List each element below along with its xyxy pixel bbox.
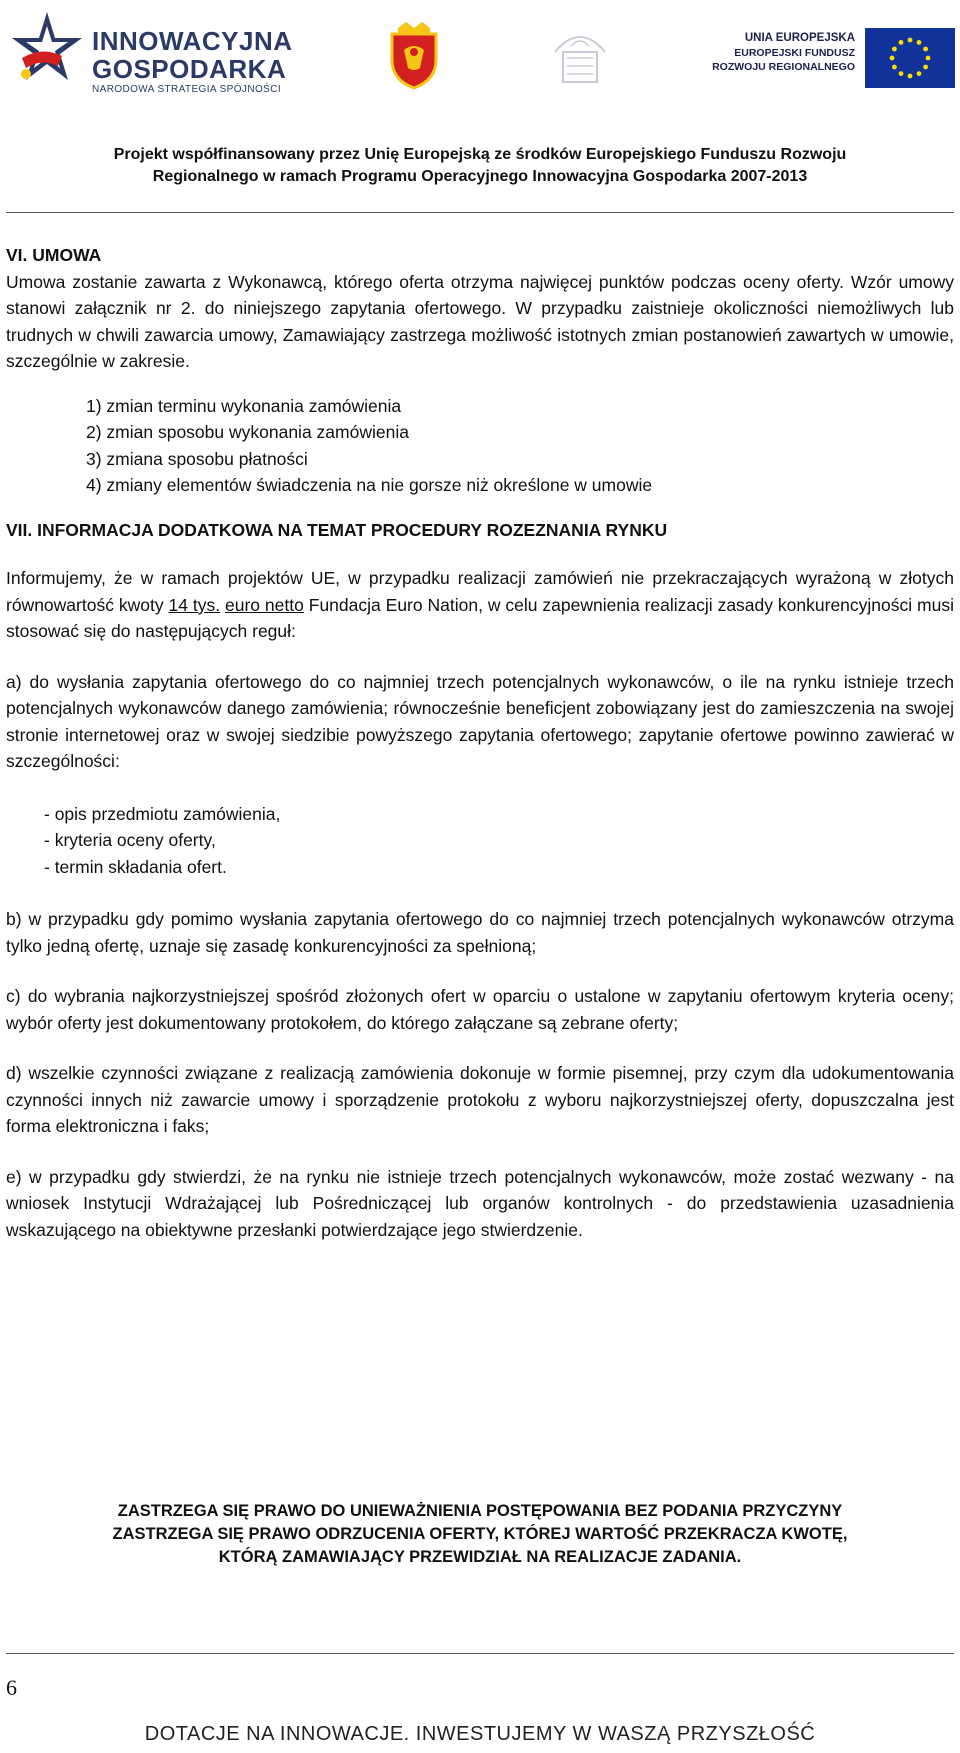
amendments-list xyxy=(86,393,954,499)
fundacja-euro-nation-logo-icon xyxy=(545,22,615,92)
list-item: 3) zmiana sposobu płatności xyxy=(86,448,308,469)
section-7-heading: VII. INFORMACJA DODATKOWA NA TEMAT PROCEDURY ROZEZNANIA RYNKU xyxy=(6,519,668,540)
intro-rest: Fundacja Euro Nation, w celu zapewnienia realizacji zasady konkurencyjności musi stosować się do następujących reguł: xyxy=(6,594,954,641)
logo-line-3: NARODOWA STRATEGIA SPÓJNOŚCI xyxy=(92,84,282,95)
cofinancing-banner xyxy=(0,144,960,188)
notice-line-2: ZASTRZEGA SIĘ PRAWO ODRZUCENIA OFERTY, KTÓREJ WARTOŚĆ PRZEKRACZA KWOTĘ, xyxy=(112,1525,848,1543)
intro-text: Informujemy, że w ramach projektów UE, w przypadku realizacji zamówień nie przekraczających wyrażoną w złotych równowartość kwoty xyxy=(6,568,954,615)
rule-c: c) do wybrania najkorzystniejszej spośród złożonych ofert w oparciu o ustalone w zapytaniu ofertowym kryteria oceny; wybór oferty jest dokumentowany protokołem, do którego załączane są zebrane oferty; xyxy=(6,986,954,1033)
coat-of-arms-icon xyxy=(384,20,444,90)
amount-text: 14 tys. xyxy=(168,594,221,615)
eu-line-1: UNIA EUROPEJSKA xyxy=(744,32,855,44)
inquiry-contents-list xyxy=(44,801,954,881)
innowacyjna-gospodarka-logo xyxy=(12,8,293,98)
list-item: - kryteria oceny oferty, xyxy=(44,830,216,850)
banner-line-1: Projekt współfinansowany przez Unię Europejską ze środków Europejskiego Funduszu Rozwoju xyxy=(113,146,847,163)
list-item: 4) zmiany elementów świadczenia na nie gorsze niż określone w umowie xyxy=(86,475,653,495)
eu-logo xyxy=(712,28,955,88)
logo-line-2: GOSPODARKA xyxy=(92,54,287,84)
header-divider xyxy=(6,212,954,213)
section-7-intro xyxy=(6,565,954,645)
eu-line-3: ROZWOJU REGIONALNEGO xyxy=(712,61,855,73)
page-number: 6 xyxy=(6,1675,17,1700)
section-6-paragraph: Umowa zostanie zawarta z Wykonawcą, którego oferta otrzyma najwięcej punktów podczas oceny oferty. Wzór umowy stanowi załącznik nr 2. do niniejszego zapytania ofertowego. W przypadku zaistnieje okoliczności niemożliwych lub trudnych w chwili zawarcia umowy, Zamawiający zastrzega możliwość istotnych zmian postanowień zawartych w umowie, szczególnie w zakresie. xyxy=(6,271,954,371)
banner-line-2: Regionalnego w ramach Programu Operacyjnego Innowacyjna Gospodarka 2007-2013 xyxy=(152,168,808,185)
rule-d: d) wszelkie czynności związane z realizacją zamówienia dokonuje w formie pisemnej, przy czym dla udokumentowania czynności innych niż zawarcie umowy i sporządzenie protokołu z wyboru najkorzystniejszej oferty, dopuszczalna jest forma elektroniczna i faks; xyxy=(6,1063,954,1136)
footer-divider xyxy=(6,1653,954,1654)
list-item: - termin składania ofert. xyxy=(44,856,227,877)
notice-line-1: ZASTRZEGA SIĘ PRAWO DO UNIEWAŻNIENIA POSTĘPOWANIA BEZ PODANIA PRZYCZYNY xyxy=(117,1502,843,1520)
eu-flag-icon xyxy=(865,28,955,88)
rule-b: b) w przypadku gdy pomimo wysłania zapytania ofertowego do co najmniej trzech potencjalnych wykonawców otrzyma tylko jedną ofertę, uznaje się zasadę konkurencyjności za spełnioną; xyxy=(6,909,954,956)
list-item: - opis przedmiotu zamówienia, xyxy=(44,803,281,824)
list-item: 1) zmian terminu wykonania zamówienia xyxy=(86,395,402,416)
star-logo-icon xyxy=(12,8,82,96)
reservation-notice xyxy=(0,1500,960,1569)
list-item: 2) zmian sposobu wykonania zamówienia xyxy=(86,422,409,442)
rule-e: e) w przypadku gdy stwierdzi, że na rynku nie istnieje trzech potencjalnych wykonawców, może zostać wezwany - na wniosek Instytucji Wdrażającej lub Pośredniczącej lub organów kontrolnych - do przedstawienia uzasadnienia wskazującego na obiektywne przesłanki potwierdzające jego stwierdzenie. xyxy=(6,1166,954,1240)
document-body xyxy=(6,242,954,1243)
logo-line-1: INNOWACYJNA xyxy=(92,26,293,56)
eu-line-2: EUROPEJSKI FUNDUSZ xyxy=(734,47,855,59)
unit-text: euro netto xyxy=(225,594,304,615)
rule-a: a) do wysłania zapytania ofertowego do co najmniej trzech potencjalnych wykonawców, o ile na rynku istnieje trzech potencjalnych wykonawców danego zamówienia; równocześnie beneficjent zobowiązany jest do zamieszczenia na swojej stronie internetowej oraz w swojej siedzibie powyższego zapytania ofertowego; zapytanie ofertowe powinno zawierać w szczególności: xyxy=(6,671,954,771)
page-header xyxy=(0,0,960,110)
footer-slogan: DOTACJE NA INNOWACJE. INWESTUJEMY W WASZĄ PRZYSZŁOŚĆ xyxy=(144,1723,816,1745)
notice-line-3: KTÓRĄ ZAMAWIAJĄCY PRZEWIDZIAŁ NA REALIZACJE ZADANIA. xyxy=(218,1548,742,1566)
section-6-heading: VI. UMOWA xyxy=(6,245,102,265)
